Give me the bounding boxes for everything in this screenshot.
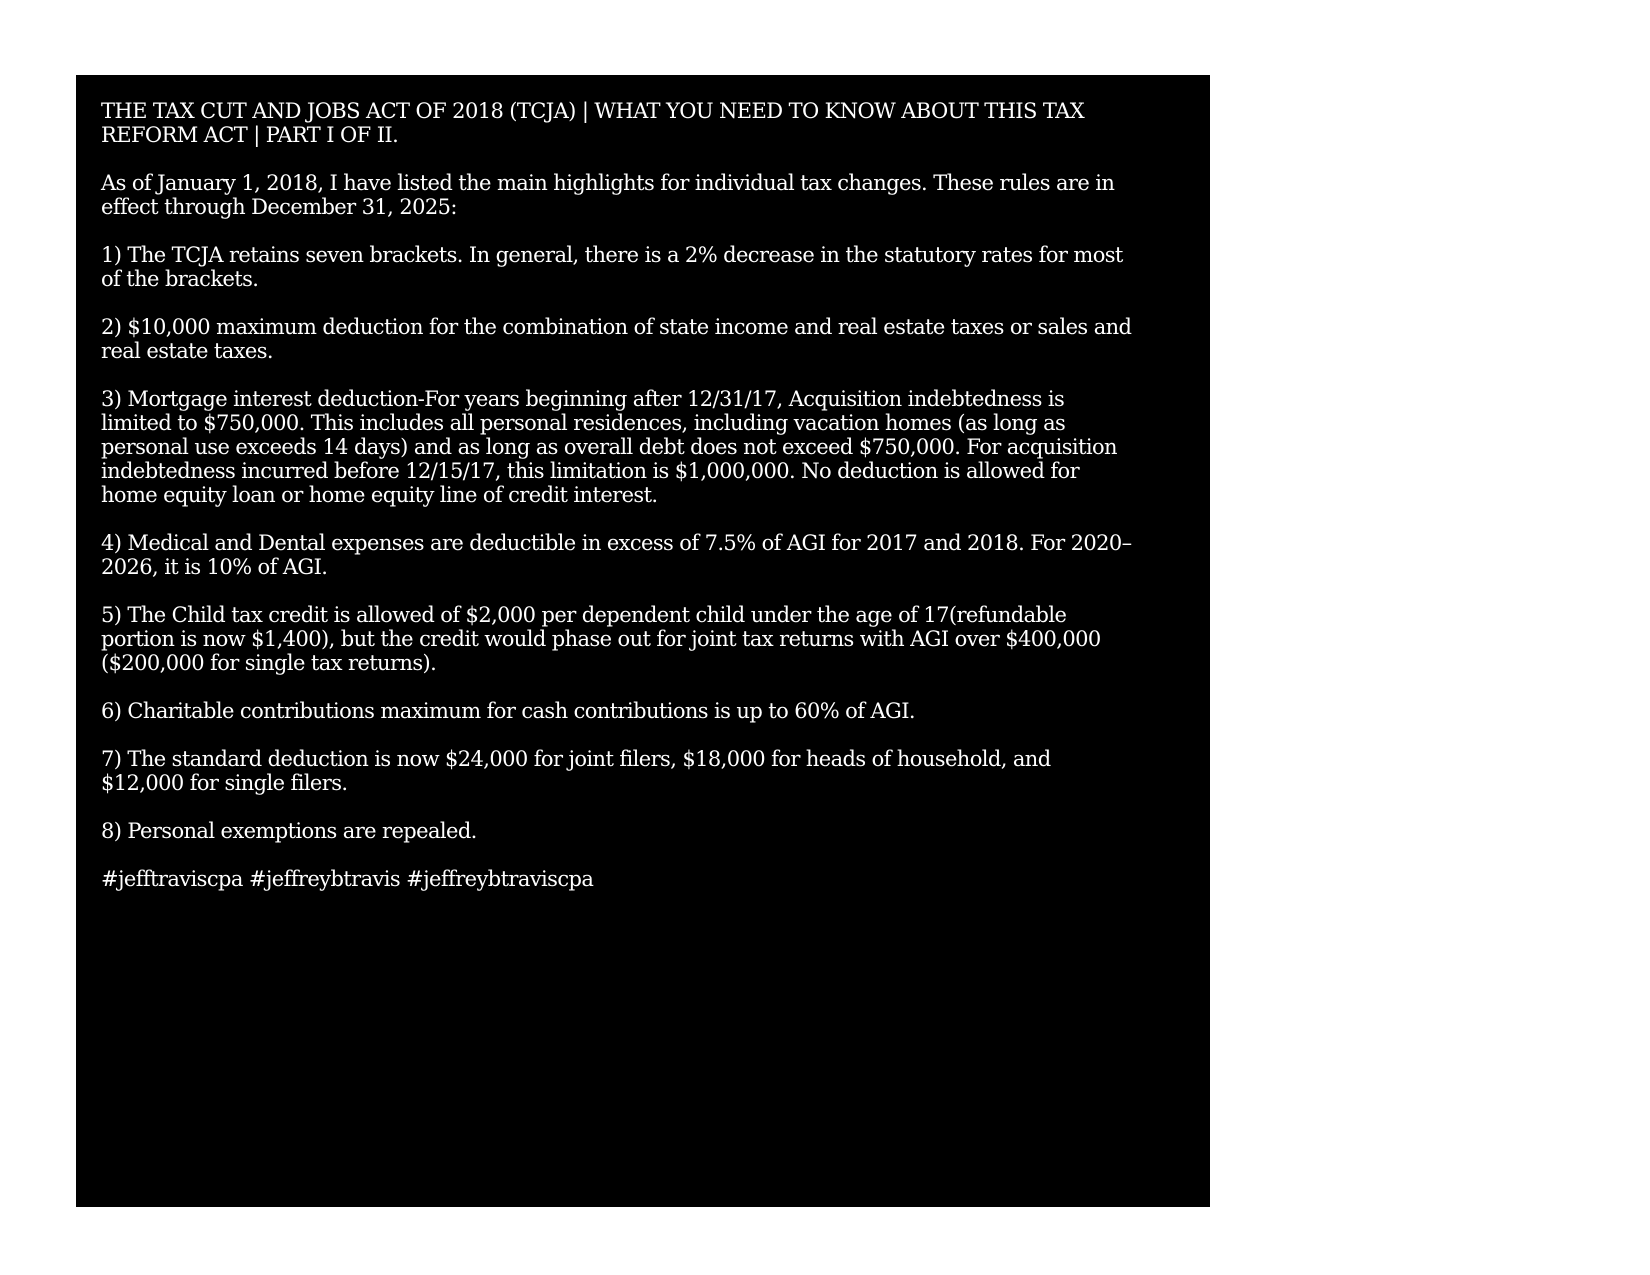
list-item-4: 4) Medical and Dental expenses are deductible in excess of 7.5% of AGI for 2017 and 2018. For 2020– 2026, it is 10% of AGI. — [101, 531, 1132, 579]
list-item-2: 2) $10,000 maximum deduction for the combination of state income and real estate taxes or sales and real estate taxes. — [101, 315, 1132, 363]
list-item-3: 3) Mortgage interest deduction-For years beginning after 12/31/17, Acquisition indebtedness is limited to $750,000. This includes all personal residences, including vacation homes (as long as personal use exceeds 14 days) and as long as overall debt does not exceed $750,000. For acquisition indebtedness incurred before 12/15/17, this limitation is $1,000,000. No deduction is allowed for home equity loan or home equity line of credit interest. — [101, 387, 1117, 507]
list-item-1: 1) The TCJA retains seven brackets. In general, there is a 2% decrease in the statutory rates for most of the brackets. — [101, 243, 1123, 291]
post-intro: As of January 1, 2018, I have listed the main highlights for individual tax changes. These rules are in effect through December 31, 2025: — [101, 171, 1115, 219]
list-item-7: 7) The standard deduction is now $24,000 for joint filers, $18,000 for heads of household, and $12,000 for single filers. — [101, 747, 1051, 795]
list-item-8: 8) Personal exemptions are repealed. — [101, 819, 477, 843]
list-item-6: 6) Charitable contributions maximum for cash contributions is up to 60% of AGI. — [101, 699, 915, 723]
hashtags: #jefftraviscpa #jeffreybtravis #jeffreybtraviscpa — [101, 867, 594, 891]
post-title: THE TAX CUT AND JOBS ACT OF 2018 (TCJA) | WHAT YOU NEED TO KNOW ABOUT THIS TAX REFORM ACT | PART I OF II. — [101, 99, 1085, 147]
list-item-5: 5) The Child tax credit is allowed of $2,000 per dependent child under the age of 17(refundable portion is now $1,400), but the credit would phase out for joint tax returns with AGI over $400,000 ($200,000 for single tax returns). — [101, 603, 1101, 675]
text-panel — [76, 75, 1210, 1207]
